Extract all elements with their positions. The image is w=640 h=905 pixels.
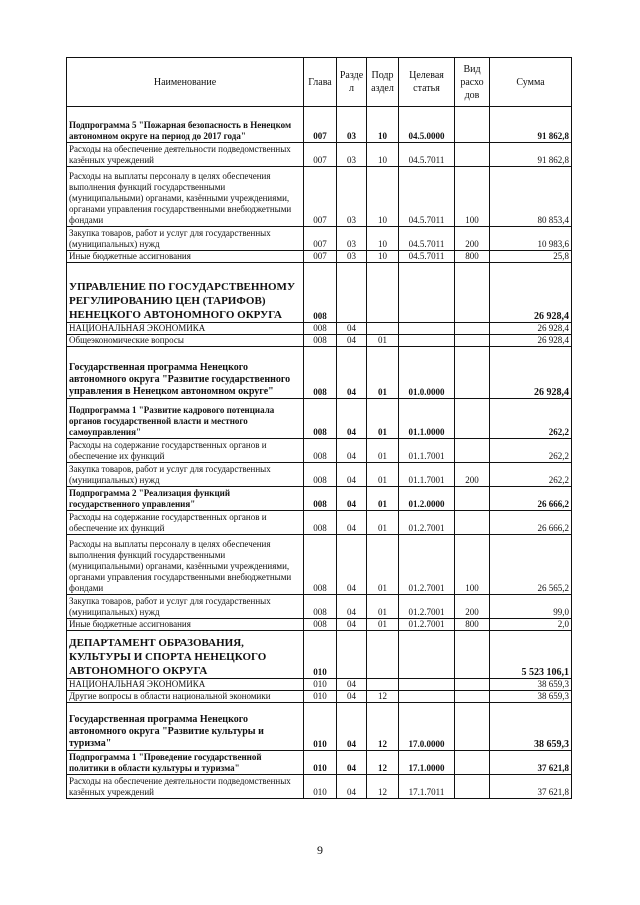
cell-amount: 26 666,2 [490,511,572,535]
col-header-chapter: Глава [304,58,337,107]
cell-name: Расходы на обеспечение деятельности подведомственных казённых учреждений [67,143,304,167]
cell-type: 800 [455,251,490,263]
cell-name: Расходы на выплаты персоналу в целях обеспечения выполнения функций государственными (муниципальными) органами, казёнными учреждениями, органами управления государственными внебюджетными фондами [67,167,304,227]
budget-table [66,57,572,799]
cell-ch: 007 [304,227,337,251]
cell-ch: 007 [304,143,337,167]
cell-amount: 37 621,8 [490,751,572,775]
cell-ch: 007 [304,107,337,143]
cell-target: 01.1.0000 [399,399,455,439]
table-row [67,631,572,679]
cell-type: 800 [455,619,490,631]
cell-name: Расходы на обеспечение деятельности подведомственных казённых учреждений [67,775,304,799]
cell-sec: 04 [337,335,367,347]
table-row [67,691,572,703]
cell-amount: 38 659,3 [490,703,572,751]
cell-type: 100 [455,535,490,595]
cell-amount: 2,0 [490,619,572,631]
cell-amount: 10 983,6 [490,227,572,251]
cell-ch: 008 [304,399,337,439]
cell-amount: 25,8 [490,251,572,263]
cell-name: Закупка товаров, работ и услуг для государственных (муниципальных) нужд [67,463,304,487]
cell-sub: 01 [367,335,399,347]
cell-sub [367,263,399,323]
table-row [67,703,572,751]
cell-amount: 262,2 [490,439,572,463]
cell-sec: 04 [337,703,367,751]
page-number: 9 [317,843,323,857]
table-row [67,263,572,323]
table-row [67,487,572,511]
cell-type [455,751,490,775]
cell-type [455,511,490,535]
cell-target: 01.1.7001 [399,439,455,463]
cell-type: 200 [455,463,490,487]
col-header-section: Разде л [337,58,367,107]
cell-type [455,399,490,439]
cell-ch: 008 [304,487,337,511]
cell-amount: 38 659,3 [490,691,572,703]
cell-ch: 008 [304,619,337,631]
cell-name: Закупка товаров, работ и услуг для государственных (муниципальных) нужд [67,595,304,619]
cell-name: Государственная программа Ненецкого автономного округа "Развитие культуры и туризма" [67,703,304,751]
cell-sub: 10 [367,227,399,251]
cell-target: 01.2.7001 [399,619,455,631]
cell-name: УПРАВЛЕНИЕ ПО ГОСУДАРСТВЕННОМУ РЕГУЛИРОВАНИЮ ЦЕН (ТАРИФОВ) НЕНЕЦКОГО АВТОНОМНОГО ОКРУГА [67,263,304,323]
cell-sec: 04 [337,679,367,691]
cell-sub: 12 [367,751,399,775]
cell-sec: 03 [337,143,367,167]
cell-amount: 99,0 [490,595,572,619]
cell-target: 01.0.0000 [399,347,455,399]
cell-amount: 26 565,2 [490,535,572,595]
table-row [67,535,572,595]
cell-sec: 04 [337,751,367,775]
cell-sub: 01 [367,511,399,535]
cell-sec: 03 [337,227,367,251]
cell-sec: 04 [337,511,367,535]
cell-sub: 10 [367,143,399,167]
cell-target [399,323,455,335]
cell-name: Подпрограмма 2 "Реализация функций государственного управления" [67,487,304,511]
col-header-target: Целевая статья [399,58,455,107]
cell-type [455,335,490,347]
cell-sub [367,631,399,679]
cell-sec: 03 [337,107,367,143]
cell-type: 200 [455,595,490,619]
cell-type [455,107,490,143]
cell-name: Подпрограмма 1 "Развитие кадрового потенциала органов государственной власти и местного самоуправления" [67,399,304,439]
cell-sub: 01 [367,439,399,463]
cell-sub: 01 [367,399,399,439]
cell-target: 17.0.0000 [399,703,455,751]
cell-sec [337,263,367,323]
cell-name: Общеэкономические вопросы [67,335,304,347]
table-row [67,347,572,399]
cell-name: Другие вопросы в области национальной экономики [67,691,304,703]
table-row [67,323,572,335]
cell-sec: 03 [337,251,367,263]
cell-target: 01.2.0000 [399,487,455,511]
cell-name: Подпрограмма 1 "Проведение государственной политики в области культуры и туризма" [67,751,304,775]
cell-amount: 26 928,4 [490,335,572,347]
cell-target: 01.2.7001 [399,595,455,619]
cell-sec: 04 [337,439,367,463]
table-row [67,439,572,463]
cell-target [399,335,455,347]
cell-type [455,703,490,751]
table-row [67,335,572,347]
cell-sub [367,679,399,691]
cell-amount: 26 928,4 [490,263,572,323]
cell-amount: 262,2 [490,463,572,487]
cell-sub: 12 [367,691,399,703]
table-header-row [67,58,572,107]
cell-sub: 12 [367,703,399,751]
cell-ch: 008 [304,511,337,535]
cell-ch: 010 [304,691,337,703]
cell-target: 04.5.7011 [399,167,455,227]
cell-sec: 04 [337,691,367,703]
cell-target [399,263,455,323]
cell-type [455,347,490,399]
cell-name: Расходы на выплаты персоналу в целях обеспечения выполнения функций государственными (муниципальными) органами, казёнными учреждениями, органами управления государственными внебюджетными фондами [67,535,304,595]
cell-type [455,323,490,335]
cell-amount: 5 523 106,1 [490,631,572,679]
cell-name: Иные бюджетные ассигнования [67,251,304,263]
cell-ch: 008 [304,347,337,399]
cell-ch: 010 [304,631,337,679]
table-row [67,679,572,691]
cell-type [455,487,490,511]
table-row [67,167,572,227]
cell-target: 04.5.0000 [399,107,455,143]
cell-name: Подпрограмма 5 "Пожарная безопасность в Ненецком автономном округе на период до 2017 года" [67,107,304,143]
table-row [67,463,572,487]
cell-sub: 01 [367,463,399,487]
cell-target: 17.1.7011 [399,775,455,799]
table-row [67,619,572,631]
cell-target: 04.5.7011 [399,227,455,251]
cell-type [455,691,490,703]
table-row [67,775,572,799]
cell-amount: 26 928,4 [490,347,572,399]
cell-ch: 008 [304,263,337,323]
cell-type [455,775,490,799]
cell-sec: 04 [337,535,367,595]
cell-sub: 01 [367,487,399,511]
cell-ch: 007 [304,167,337,227]
cell-sub: 10 [367,167,399,227]
cell-sec: 04 [337,323,367,335]
cell-name: Расходы на содержание государственных органов и обеспечение их функций [67,511,304,535]
table-row [67,511,572,535]
cell-type [455,631,490,679]
table-row [67,107,572,143]
cell-sub: 01 [367,619,399,631]
table-row [67,751,572,775]
cell-sub: 01 [367,347,399,399]
cell-sec: 04 [337,347,367,399]
col-header-subsection: Подр аздел [367,58,399,107]
cell-type [455,439,490,463]
cell-sub: 12 [367,775,399,799]
cell-name: НАЦИОНАЛЬНАЯ ЭКОНОМИКА [67,679,304,691]
table-row [67,251,572,263]
cell-amount: 37 621,8 [490,775,572,799]
cell-ch: 010 [304,679,337,691]
cell-amount: 91 862,8 [490,143,572,167]
cell-target: 01.1.7001 [399,463,455,487]
cell-ch: 008 [304,439,337,463]
cell-sec: 03 [337,167,367,227]
cell-sec: 04 [337,487,367,511]
cell-type [455,263,490,323]
cell-sec: 04 [337,619,367,631]
cell-ch: 008 [304,335,337,347]
col-header-amount: Сумма [490,58,572,107]
cell-amount: 80 853,4 [490,167,572,227]
cell-target: 04.5.7011 [399,251,455,263]
cell-name: Закупка товаров, работ и услуг для государственных (муниципальных) нужд [67,227,304,251]
cell-name: Иные бюджетные ассигнования [67,619,304,631]
cell-ch: 008 [304,323,337,335]
cell-ch: 008 [304,595,337,619]
col-header-type: Вид расхо дов [455,58,490,107]
table-row [67,143,572,167]
table-row [67,595,572,619]
cell-sub: 10 [367,107,399,143]
cell-sub: 01 [367,535,399,595]
cell-amount: 38 659,3 [490,679,572,691]
cell-target: 04.5.7011 [399,143,455,167]
cell-ch: 007 [304,251,337,263]
cell-target [399,679,455,691]
cell-name: НАЦИОНАЛЬНАЯ ЭКОНОМИКА [67,323,304,335]
cell-ch: 008 [304,463,337,487]
cell-name: Расходы на содержание государственных органов и обеспечение их функций [67,439,304,463]
table-row [67,399,572,439]
cell-name: Государственная программа Ненецкого автономного округа "Развитие государственного управления в Ненецком автономном округе" [67,347,304,399]
cell-amount: 262,2 [490,399,572,439]
cell-sec [337,631,367,679]
cell-ch: 010 [304,775,337,799]
cell-target [399,691,455,703]
cell-type [455,679,490,691]
cell-type [455,143,490,167]
cell-ch: 010 [304,703,337,751]
cell-amount: 26 666,2 [490,487,572,511]
cell-sec: 04 [337,463,367,487]
cell-amount: 26 928,4 [490,323,572,335]
cell-sub: 10 [367,251,399,263]
cell-ch: 008 [304,535,337,595]
cell-target: 17.1.0000 [399,751,455,775]
cell-amount: 91 862,8 [490,107,572,143]
cell-sub [367,323,399,335]
table-row [67,227,572,251]
cell-target: 01.2.7001 [399,511,455,535]
col-header-name: Наименование [67,58,304,107]
cell-ch: 010 [304,751,337,775]
cell-type: 200 [455,227,490,251]
cell-type: 100 [455,167,490,227]
cell-sub: 01 [367,595,399,619]
cell-sec: 04 [337,399,367,439]
cell-target: 01.2.7001 [399,535,455,595]
cell-target [399,631,455,679]
cell-sec: 04 [337,775,367,799]
cell-name: ДЕПАРТАМЕНТ ОБРАЗОВАНИЯ, КУЛЬТУРЫ И СПОРТА НЕНЕЦКОГО АВТОНОМНОГО ОКРУГА [67,631,304,679]
cell-sec: 04 [337,595,367,619]
